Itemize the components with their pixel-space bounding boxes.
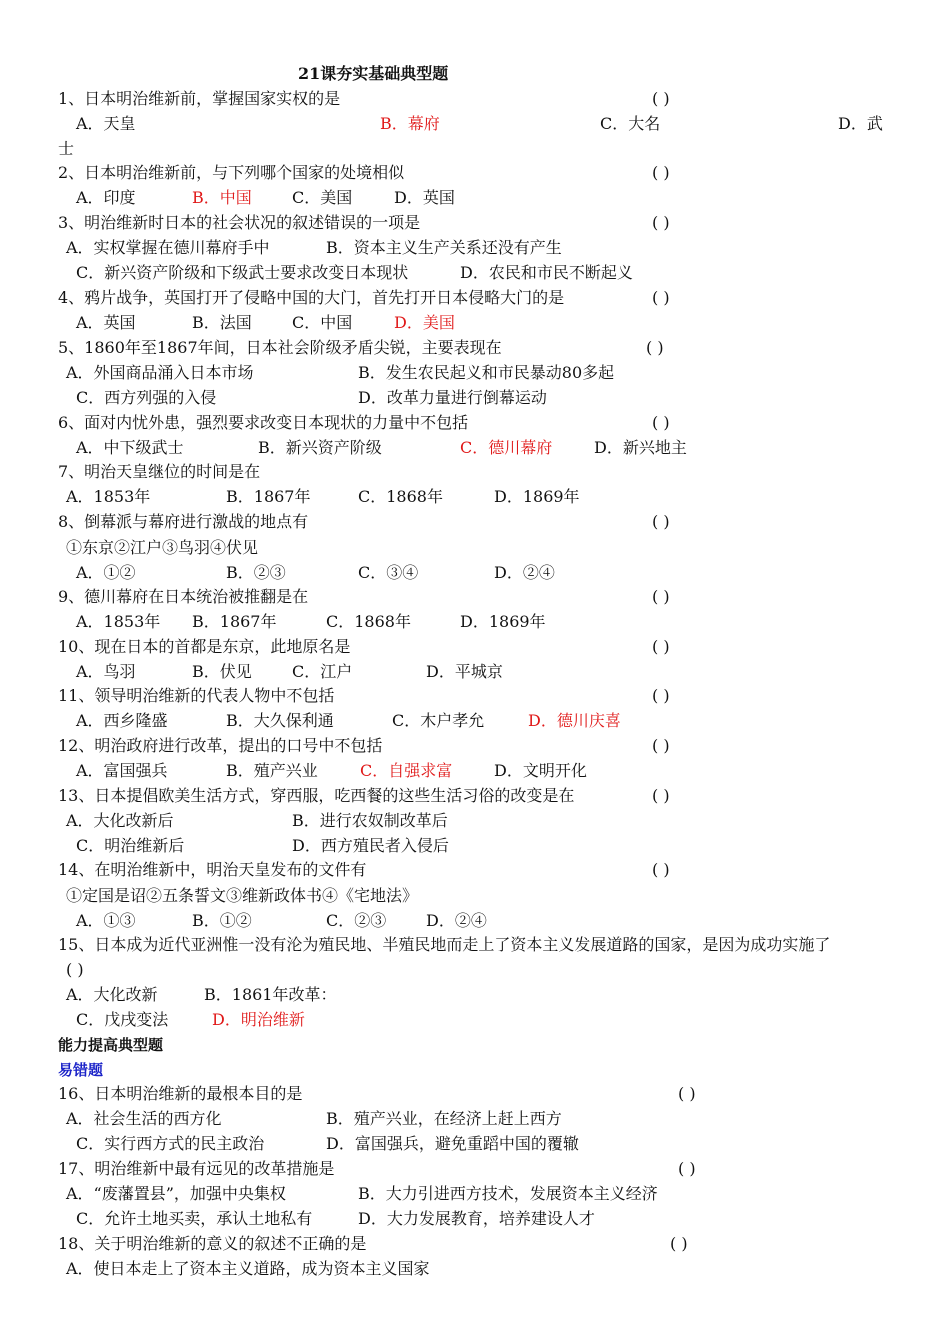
q18-blank: ( ) <box>670 1234 688 1253</box>
q2-blank: ( ) <box>652 163 670 182</box>
q13-option-b: B．进行农奴制改革后 <box>292 811 448 830</box>
q17-option-b: B．大力引进西方技术，发展资本主义经济 <box>358 1184 658 1203</box>
q13-stem: 13、日本提倡欧美生活方式，穿西服，吃西餐的这些生活习俗的改变是在 <box>58 786 575 805</box>
q11-option-c: C．木户孝允 <box>392 711 485 730</box>
q4-option-c: C．中国 <box>292 313 353 332</box>
q3-option-b: B．资本主义生产关系还没有产生 <box>326 238 562 257</box>
q10-option-d: D．平城京 <box>426 662 503 681</box>
q16-option-c: C．实行西方式的民主政治 <box>76 1134 265 1153</box>
q14-option-d: D．②④ <box>426 911 487 930</box>
q1-blank: ( ) <box>652 89 670 108</box>
q6-stem: 6、面对内忧外患，强烈要求改变日本现状的力量中不包括 <box>58 413 469 432</box>
q17-option-d: D．大力发展教育，培养建设人才 <box>358 1209 595 1228</box>
q15-blank: ( ) <box>66 960 84 979</box>
q12-option-b: B．殖产兴业 <box>226 761 318 780</box>
q13-option-d: D．西方殖民者入侵后 <box>292 836 449 855</box>
q11-stem: 11、领导明治维新的代表人物中不包括 <box>58 686 335 705</box>
q5-option-d: D．改革力量进行倒幕运动 <box>358 388 547 407</box>
q1-stem: 1、日本明治维新前，掌握国家实权的是 <box>58 89 341 108</box>
q9-blank: ( ) <box>652 587 670 606</box>
q17-option-c: C．允许土地买卖，承认土地私有 <box>76 1209 313 1228</box>
q15-option-d-answer: D．明治维新 <box>212 1010 305 1029</box>
q1-option-b-answer: B．幕府 <box>380 114 440 133</box>
q8-option-c: C．③④ <box>358 563 419 582</box>
q12-stem: 12、明治政府进行改革，提出的口号中不包括 <box>58 736 383 755</box>
q8-option-d: D．②④ <box>494 563 555 582</box>
q5-blank: ( ) <box>646 338 664 357</box>
q14-statements: ①定国是诏②五条誓文③维新政体书④《宅地法》 <box>66 886 419 905</box>
q12-option-c-answer: C．自强求富 <box>360 761 453 780</box>
q8-stem: 8、倒幕派与幕府进行激战的地点有 <box>58 512 309 531</box>
q14-blank: ( ) <box>652 860 670 879</box>
q13-option-c: C．明治维新后 <box>76 836 185 855</box>
q7-option-c: C．1868年 <box>358 487 443 506</box>
q10-stem: 10、现在日本的首都是东京，此地原名是 <box>58 637 351 656</box>
q11-option-b: B．大久保利通 <box>226 711 334 730</box>
q2-option-a: A．印度 <box>76 188 136 207</box>
q14-stem: 14、在明治维新中，明治天皇发布的文件有 <box>58 860 367 879</box>
q11-option-d-answer: D．德川庆喜 <box>528 711 621 730</box>
q3-option-a: A．实权掌握在德川幕府手中 <box>66 238 270 257</box>
q16-option-a: A．社会生活的西方化 <box>66 1109 222 1128</box>
q8-option-a: A．①② <box>76 563 136 582</box>
q5-option-c: C．西方列强的入侵 <box>76 388 217 407</box>
q16-stem: 16、日本明治维新的最根本目的是 <box>58 1084 303 1103</box>
q10-blank: ( ) <box>652 637 670 656</box>
q7-option-a: A．1853年 <box>66 487 151 506</box>
q10-option-a: A．鸟羽 <box>76 662 136 681</box>
q11-option-a: A．西乡隆盛 <box>76 711 168 730</box>
q16-blank: ( ) <box>678 1084 696 1103</box>
q8-blank: ( ) <box>652 512 670 531</box>
q1-option-d-continued: 士 <box>58 139 75 158</box>
q3-option-c: C．新兴资产阶级和下级武士要求改变日本现状 <box>76 263 409 282</box>
q10-option-c: C．江户 <box>292 662 353 681</box>
subsection-heading: 易错题 <box>58 1061 104 1079</box>
q12-option-a: A．富国强兵 <box>76 761 168 780</box>
q2-stem: 2、日本明治维新前，与下列哪个国家的处境相似 <box>58 163 405 182</box>
q12-option-d: D．文明开化 <box>494 761 587 780</box>
q6-blank: ( ) <box>652 413 670 432</box>
q14-option-b: B．①② <box>192 911 252 930</box>
q18-stem: 18、关于明治维新的意义的叙述不正确的是 <box>58 1234 367 1253</box>
q6-option-d: D．新兴地主 <box>594 438 687 457</box>
q14-option-c: C．②③ <box>326 911 387 930</box>
q15-option-c: C．戊戌变法 <box>76 1010 169 1029</box>
q4-stem: 4、鸦片战争，英国打开了侵略中国的大门，首先打开日本侵略大门的是 <box>58 288 565 307</box>
q3-blank: ( ) <box>652 213 670 232</box>
q13-option-a: A．大化改新后 <box>66 811 174 830</box>
q14-option-a: A．①③ <box>76 911 136 930</box>
q2-option-c: C．美国 <box>292 188 353 207</box>
q17-stem: 17、明治维新中最有远见的改革措施是 <box>58 1159 335 1178</box>
q17-blank: ( ) <box>678 1159 696 1178</box>
section-heading: 能力提高典型题 <box>58 1036 164 1054</box>
q6-option-a: A．中下级武士 <box>76 438 184 457</box>
q1-option-c: C．大名 <box>600 114 661 133</box>
q16-option-d: D．富国强兵，避免重蹈中国的覆辙 <box>326 1134 579 1153</box>
q12-blank: ( ) <box>652 736 670 755</box>
q5-stem: 5、1860年至1867年间，日本社会阶级矛盾尖锐，主要表现在 <box>58 338 502 357</box>
q1-option-a: A．天皇 <box>76 114 136 133</box>
q3-stem: 3、明治维新时日本的社会状况的叙述错误的一项是 <box>58 213 421 232</box>
q13-blank: ( ) <box>652 786 670 805</box>
q7-option-d: D．1869年 <box>494 487 580 506</box>
q18-option-a: A．使日本走上了资本主义道路，成为资本主义国家 <box>66 1259 430 1278</box>
q17-option-a: A．“废藩置县”，加强中央集权 <box>66 1184 286 1203</box>
q6-option-b: B．新兴资产阶级 <box>258 438 382 457</box>
q15-stem: 15、日本成为近代亚洲惟一没有沦为殖民地、半殖民地而走上了资本主义发展道路的国家，是因为成功实施了 <box>58 935 831 954</box>
page-title: 21课夯实基础典型题 <box>298 64 449 83</box>
q7-stem: 7、明治天皇继位的时间是在 <box>58 462 261 481</box>
q11-blank: ( ) <box>652 686 670 705</box>
q4-option-d-answer: D．美国 <box>394 313 455 332</box>
q2-option-b-answer: B．中国 <box>192 188 252 207</box>
q7-option-b: B．1867年 <box>226 487 311 506</box>
q3-option-d: D．农民和市民不断起义 <box>460 263 633 282</box>
q5-option-b: B．发生农民起义和市民暴动80多起 <box>358 363 615 382</box>
q15-option-a: A．大化改新 <box>66 985 158 1004</box>
q4-option-a: A．英国 <box>76 313 136 332</box>
q15-option-b: B．1861年改革： <box>204 985 337 1004</box>
q9-option-a: A．1853年 <box>76 612 161 631</box>
q4-option-b: B．法国 <box>192 313 252 332</box>
q10-option-b: B．伏见 <box>192 662 252 681</box>
q9-option-b: B．1867年 <box>192 612 277 631</box>
q8-option-b: B．②③ <box>226 563 286 582</box>
q2-option-d: D．英国 <box>394 188 455 207</box>
q8-statements: ①东京②江户③鸟羽④伏见 <box>66 538 259 557</box>
q1-option-d: D．武 <box>838 114 883 133</box>
q9-option-c: C．1868年 <box>326 612 411 631</box>
q6-option-c-answer: C．德川幕府 <box>460 438 553 457</box>
q4-blank: ( ) <box>652 288 670 307</box>
q5-option-a: A．外国商品涌入日本市场 <box>66 363 254 382</box>
q16-option-b: B．殖产兴业，在经济上赶上西方 <box>326 1109 562 1128</box>
q9-stem: 9、德川幕府在日本统治被推翻是在 <box>58 587 309 606</box>
q9-option-d: D．1869年 <box>460 612 546 631</box>
